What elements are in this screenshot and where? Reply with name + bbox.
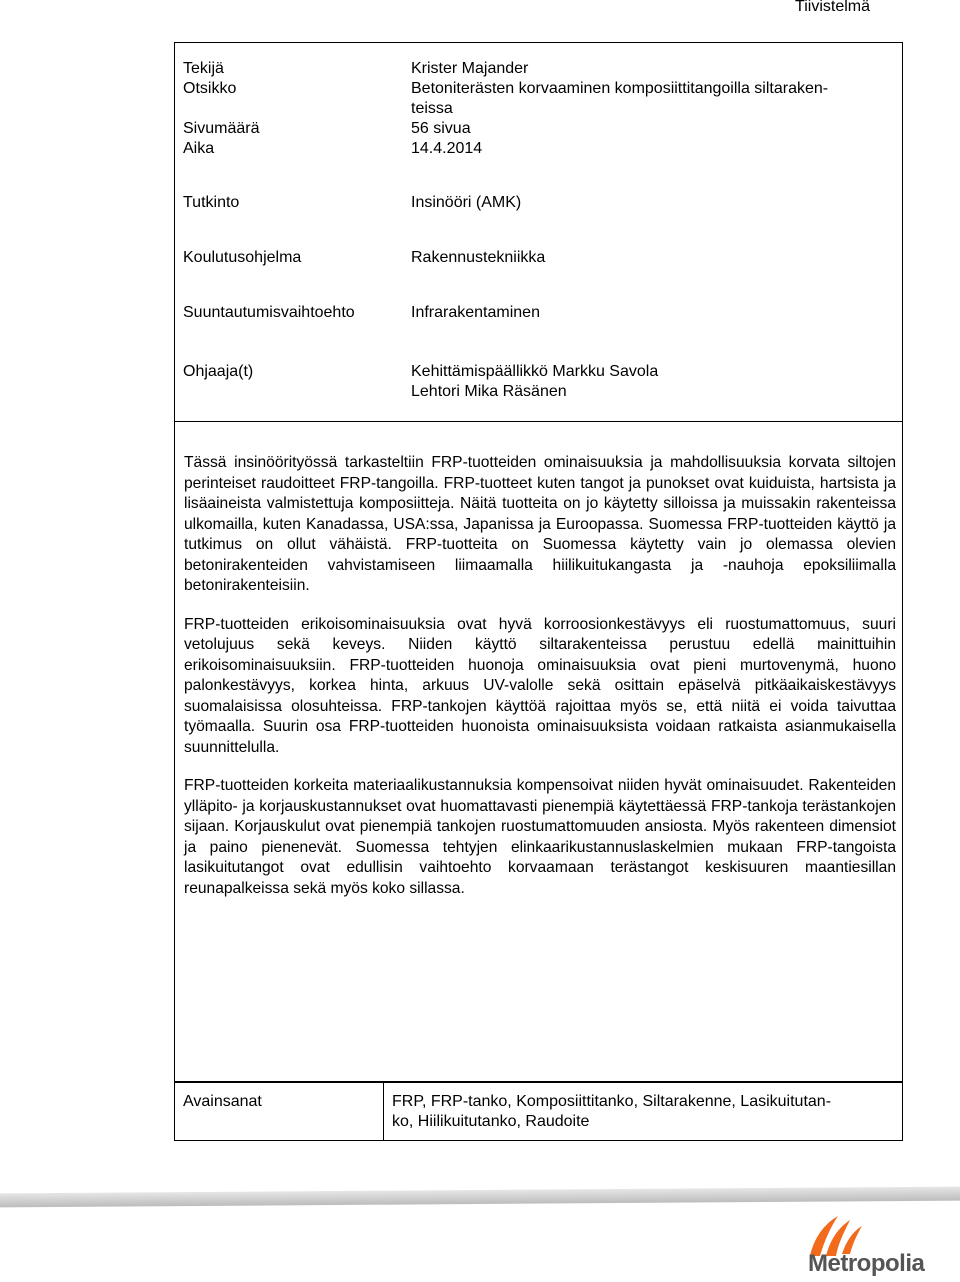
keywords-label: Avainsanat xyxy=(183,1093,262,1110)
degree-label: Tutkinto xyxy=(183,194,240,211)
abstract-box xyxy=(174,420,903,1082)
title-label: Otsikko xyxy=(183,80,237,97)
author-value: Krister Majander xyxy=(411,60,529,77)
pages-value: 56 sivua xyxy=(411,120,471,137)
keywords-line-1: FRP, FRP-tanko, Komposiittitanko, Siltarakenne, Lasikuitutan- xyxy=(392,1093,832,1110)
keywords-values xyxy=(392,1092,892,1132)
keywords-divider xyxy=(383,1083,384,1140)
option-value: Infrarakentaminen xyxy=(411,304,540,321)
time-value: 14.4.2014 xyxy=(411,140,483,157)
keywords-line-2: ko, Hiilikuitutanko, Raudoite xyxy=(392,1113,590,1130)
metropolia-logo-text: Metropolia xyxy=(808,1250,925,1277)
info-table xyxy=(174,42,903,422)
programme-value: Rakennustekniikka xyxy=(411,249,546,266)
supervisor-1: Kehittämispäällikkö Markku Savola xyxy=(411,363,659,380)
page-header-label: Tiivistelmä xyxy=(795,0,870,15)
abstract-text xyxy=(184,453,896,917)
keywords-table xyxy=(174,1082,903,1141)
author-label: Tekijä xyxy=(183,60,224,77)
abstract-paragraph-1: Tässä insinöörityössä tarkasteltiin FRP-tuotteiden ominaisuuksia ja mahdollisuuksia korvata siltojen perinteiset raudoitteet FRP-tangoilla. FRP-tuotteet kuten tangot ja punokset ovat kuiduista, hartsista ja lisäaineista valmistettuja komposiitteja. Näitä tuotteita on jo käytetty silloissa ja muissakin rakenteissa ulkomailla, kuten Kanadassa, USA:ssa, Japanissa ja Euroopassa. Suomessa FRP-tuotteiden käyttö ja tutkimus on ollut vähäistä. FRP-tuotteita on Suomessa käytetty vain jo olemassa olevien betonirakenteiden vahvistamiseen liimaamalla hiilikuitukangasta ja -nauhoja epoksiliimalla betonirakenteisiin. xyxy=(184,454,896,594)
option-label: Suuntautumisvaihtoehto xyxy=(183,304,355,321)
degree-value: Insinööri (AMK) xyxy=(411,194,522,211)
abstract-paragraph-3: FRP-tuotteiden korkeita materiaalikustannuksia kompensoivat niiden hyvät ominaisuudet. Rakenteiden ylläpito- ja korjauskustannukset ovat huomattavasti pienempiä käytettäessä FRP-tankoja terästankojen sijaan. Korjauskulut ovat pienempiä tankojen ruostumattomuuden ansiosta. Myös rakenteen dimensiot ja paino pienenevät. Suomessa tehtyjen elinkaarikustannuslaskelmien mukaan FRP-tangoista lasikuitutangot ovat edullisin vaihtoehto korvaamaan terästangot keskisuuren maantiesillan reunapalkeissa sekä myös koko sillassa. xyxy=(184,777,896,897)
time-label: Aika xyxy=(183,140,215,157)
supervisor-2: Lehtori Mika Räsänen xyxy=(411,383,567,400)
supervisors-label: Ohjaaja(t) xyxy=(183,363,254,380)
programme-label: Koulutusohjelma xyxy=(183,249,302,266)
footer-band xyxy=(0,1187,960,1208)
abstract-paragraph-2: FRP-tuotteiden erikoisominaisuuksia ovat hyvä korroosionkestävyys eli ruostumattomuus, suuri vetolujuus sekä keveys. Niiden käyttö siltarakenteissa perustuu edellä mainittuihin erikoisominaisuuksiin. FRP-tuotteiden huonoja ominaisuuksia ovat pieni murtovenymä, huono palonkestävyys, korkea hinta, arkuus UV-valolle sekä osittain epäselvä pitkäaikaiskestävyys suomalaisissa olosuhteissa. FRP-tankojen käyttöä rajoittaa myös se, että niitä ei voida taivuttaa työmaalla. Suurin osa FRP-tuotteiden huonoista ominaisuuksista voidaan ratkaista asianmukaisella suunnittelulla. xyxy=(184,615,896,756)
title-value-line1: Betoniterästen korvaaminen komposiittitangoilla siltaraken- xyxy=(411,80,829,97)
pages-label: Sivumäärä xyxy=(183,120,260,137)
title-value-line2: teissa xyxy=(411,100,453,117)
